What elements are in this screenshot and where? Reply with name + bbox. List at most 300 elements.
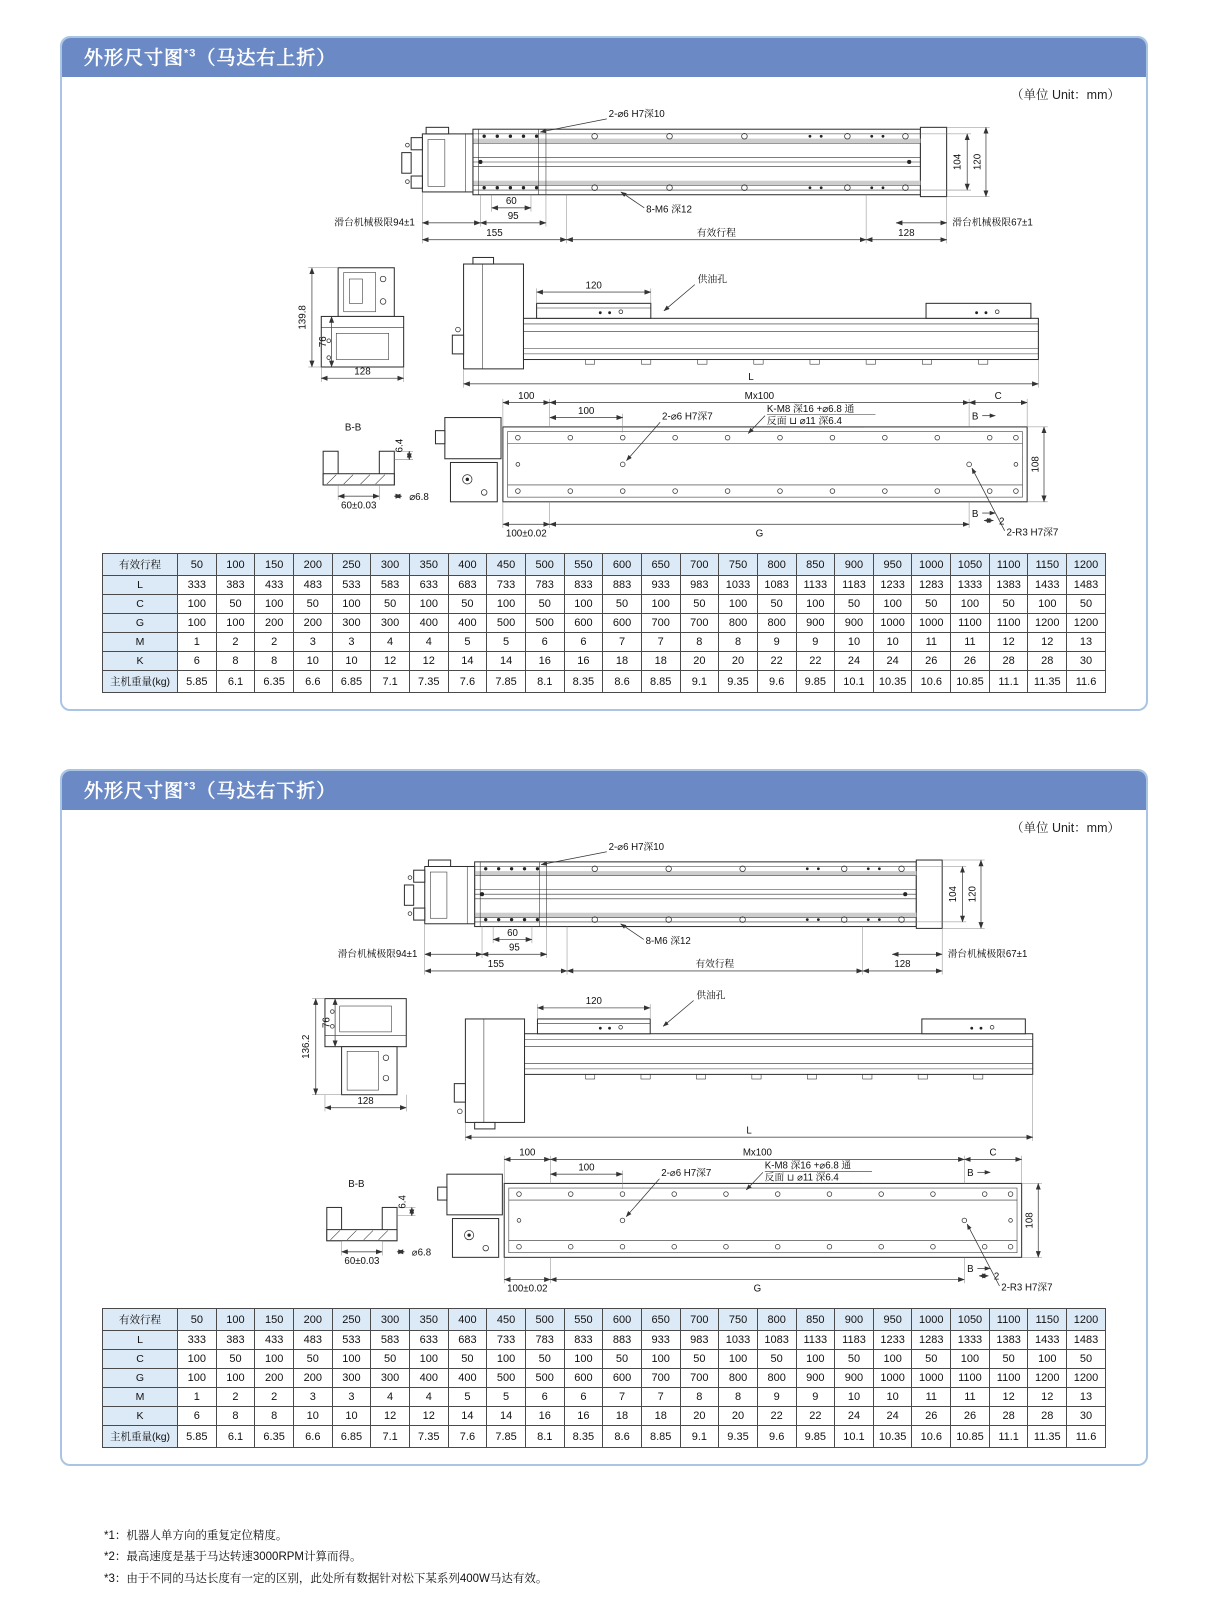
stroke-value-cell: 950 [873,1309,912,1331]
stroke-value-cell: 700 [680,554,719,576]
end-view-drawing [297,268,403,382]
table-cell: 1483 [1067,576,1106,595]
table-cell: 50 [603,595,642,614]
stroke-value-cell: 600 [603,1309,642,1331]
table-cell: 12 [409,1407,448,1426]
table-cell: 22 [796,1407,835,1426]
plan-view-drawing [438,1148,1053,1295]
table-cell: 300 [371,1369,410,1388]
table-header-row [103,554,1106,576]
section-title-text: 外形尺寸图 [84,781,185,802]
table-cell: 100 [487,1350,526,1369]
plan-tap-label-2: 反面 ⊔ ⌀11 深6.4 [764,1172,839,1184]
table-cell: 12 [989,633,1028,652]
table-cell: 28 [989,1407,1028,1426]
stroke-header-cell: 有效行程 [103,554,178,576]
table-cell: 200 [255,614,294,633]
table-cell: 533 [332,576,371,595]
table-cell: 900 [796,1369,835,1388]
table-cell: 100 [641,1350,680,1369]
table-cell: 1133 [796,1331,835,1350]
table-cell: 50 [912,595,951,614]
table-cell: 1000 [912,1369,951,1388]
table-cell: 8.1 [525,1426,564,1448]
table-cell: 100 [873,595,912,614]
table-cell: 700 [680,614,719,633]
section-title-suffix: （马达右上折） [196,48,337,69]
table-cell: 11.6 [1067,1426,1106,1448]
table-row [103,595,1106,614]
table-cell: 13 [1067,633,1106,652]
stroke-value-cell: 750 [719,554,758,576]
table-cell: 1133 [796,576,835,595]
table-cell: 6.1 [216,1426,255,1448]
table-cell: 50 [989,1350,1028,1369]
table-cell: 783 [525,1331,564,1350]
table-cell: 11 [951,633,990,652]
table-cell: 6.6 [293,1426,332,1448]
table-cell: 1333 [951,1331,990,1350]
table-cell: 10 [835,633,874,652]
top-view-drawing [338,841,1028,975]
stroke-value-cell: 900 [835,1309,874,1331]
dim-155: 155 [487,959,504,971]
stroke-value-cell: 450 [487,1309,526,1331]
dim-128-width: 128 [357,1095,374,1107]
table-cell: 11.6 [1067,671,1106,693]
stroke-value-cell: 1100 [989,554,1028,576]
table-cell: 583 [371,576,410,595]
dim-G: G [755,528,764,540]
table-cell: 6 [178,1407,217,1426]
table-cell: 500 [525,1369,564,1388]
table-cell: 24 [835,1407,874,1426]
stroke-value-cell: 600 [603,554,642,576]
table-row [103,1350,1106,1369]
stroke-value-cell: 750 [719,1309,758,1331]
bb-title: B-B [348,1179,365,1191]
table-cell: 1233 [873,576,912,595]
table-cell: 5 [487,1388,526,1407]
stroke-value-cell: 300 [371,554,410,576]
table-cell: 8.1 [525,671,564,693]
table-cell: 800 [757,614,796,633]
table-cell: 28 [989,652,1028,671]
table-cell: 400 [409,614,448,633]
table-cell: 12 [989,1388,1028,1407]
table-cell: 9.35 [719,1426,758,1448]
table-cell: 100 [1028,1350,1067,1369]
table-cell: 633 [409,576,448,595]
table-cell: 100 [178,595,217,614]
stroke-value-cell: 100 [216,554,255,576]
table-cell: 8.6 [603,1426,642,1448]
table-cell: 14 [448,652,487,671]
table-cell: 7.1 [371,1426,410,1448]
table-cell: 500 [487,1369,526,1388]
table-cell: 16 [564,1407,603,1426]
end-view-drawing [301,999,406,1112]
table-cell: 10 [873,633,912,652]
section-title [84,48,336,69]
table-cell: 733 [487,1331,526,1350]
table-cell: 11.35 [1028,1426,1067,1448]
plan-view-drawing [435,391,1058,540]
table-cell: 18 [641,1407,680,1426]
bb-section-drawing [327,1179,431,1267]
section-header [62,38,1146,77]
table-cell: 10.85 [951,671,990,693]
table-cell: 50 [835,1350,874,1369]
table-cell: 1100 [989,614,1028,633]
slide-limit-left-label: 滑台机械极限94±1 [334,217,415,229]
table-cell: 28 [1028,1407,1067,1426]
table-cell: 100 [719,595,758,614]
table-cell: 50 [989,595,1028,614]
table-cell: 26 [951,1407,990,1426]
dim-128-width: 128 [354,366,371,378]
table-cell: 10 [293,1407,332,1426]
table-cell: 50 [448,1350,487,1369]
dim-60: 60 [507,927,518,939]
table-cell: 3 [332,1388,371,1407]
plan-tap-label-1: K-M8 深16 +⌀6.8 通 [764,1160,852,1172]
table-cell: 50 [371,595,410,614]
table-cell: 100 [178,614,217,633]
table-cell: 800 [719,614,758,633]
table-cell: 30 [1067,652,1106,671]
stroke-value-cell: 1100 [989,1309,1028,1331]
table-cell: 9.6 [757,671,796,693]
table-row [103,671,1106,693]
table-cell: 1433 [1028,576,1067,595]
table-cell: 9 [796,633,835,652]
table-cell: 900 [835,614,874,633]
dim-108: 108 [1030,456,1042,473]
table-cell: 6.85 [332,1426,371,1448]
table-cell: 7.1 [371,671,410,693]
table-cell: 1283 [912,1331,951,1350]
table-cell: 9.85 [796,1426,835,1448]
table-cell: 7.35 [409,1426,448,1448]
table-cell: 600 [564,614,603,633]
stroke-value-cell: 900 [835,554,874,576]
table-cell: 50 [293,595,332,614]
table-cell: 100 [564,1350,603,1369]
table-cell: 4 [409,1388,448,1407]
dim-108: 108 [1024,1212,1036,1229]
table-cell: 6.35 [255,1426,294,1448]
dim-6-4: 6.4 [397,1195,409,1209]
table-cell: 100 [409,1350,448,1369]
table-cell: 500 [525,614,564,633]
table-cell: 8.35 [564,1426,603,1448]
stroke-value-cell: 650 [641,554,680,576]
table-cell: 10.85 [951,1426,990,1448]
stroke-value-cell: 400 [448,1309,487,1331]
unit-note: （单位 Unit：mm） [1010,821,1120,835]
table-cell: 50 [912,1350,951,1369]
table-cell: 9.1 [680,1426,719,1448]
table-cell: 14 [487,1407,526,1426]
table-cell: 1 [178,633,217,652]
table-cell: 50 [293,1350,332,1369]
dimension-drawing-down-fold [64,836,1144,1298]
table-cell: 100 [332,595,371,614]
table-cell: 8 [216,1407,255,1426]
stroke-value-cell: 1200 [1067,554,1106,576]
dim-120-carriage: 120 [585,280,602,292]
table-row [103,652,1106,671]
table-cell: 10 [873,1388,912,1407]
table-cell: 6.6 [293,671,332,693]
table-cell: 500 [487,614,526,633]
side-view-drawing [454,989,1032,1141]
table-row [103,1407,1106,1426]
table-cell: 100 [332,1350,371,1369]
table-cell: 9 [757,1388,796,1407]
unit-note: （单位 Unit：mm） [1010,88,1120,102]
table-cell: 200 [293,614,332,633]
table-cell: 100 [255,1350,294,1369]
dim-155: 155 [486,227,503,239]
table-cell: 22 [757,1407,796,1426]
row-label-cell: C [103,1350,178,1369]
stroke-value-cell: 250 [332,554,371,576]
stroke-value-cell: 200 [293,1309,332,1331]
dim-95: 95 [507,211,519,223]
table-row [103,633,1106,652]
table-cell: 50 [757,1350,796,1369]
table-cell: 2 [255,633,294,652]
stroke-value-cell: 550 [564,554,603,576]
dim-120: 120 [972,153,984,171]
table-cell: 7 [641,1388,680,1407]
dim-60-tol: 60±0.03 [341,500,377,512]
r3-label: 2-R3 H7深7 [1001,1282,1053,1294]
side-view-drawing [452,257,1038,387]
stroke-value-cell: 800 [757,554,796,576]
stroke-value-cell: 650 [641,1309,680,1331]
dim-60-tol: 60±0.03 [344,1255,380,1267]
effective-stroke-label: 有效行程 [696,227,736,239]
row-label-cell: G [103,1369,178,1388]
table-cell: 1200 [1067,1369,1106,1388]
table-cell: 100 [487,595,526,614]
table-cell: 9 [796,1388,835,1407]
table-cell: 50 [525,1350,564,1369]
table-cell: 2 [216,1388,255,1407]
dim-104: 104 [948,886,960,903]
table-cell: 12 [1028,1388,1067,1407]
table-cell: 9.6 [757,1426,796,1448]
table-cell: 8 [255,652,294,671]
footnote-3: *3：由于不同的马达长度有一定的区别，此处所有数据针对松下某系列400W马达有效。 [104,1572,548,1585]
section-mark-b-top: B [967,1168,974,1180]
table-cell: 100 [951,1350,990,1369]
table-cell: 6.85 [332,671,371,693]
row-label-cell: L [103,576,178,595]
table-cell: 28 [1028,652,1067,671]
section-title [84,781,336,802]
dim-100-top: 100 [519,1147,536,1159]
tap-hole-label: 8-M6 深12 [645,936,691,948]
table-cell: 383 [216,1331,255,1350]
table-cell: 1100 [989,1369,1028,1388]
table-cell: 1333 [951,576,990,595]
table-cell: 10 [835,1388,874,1407]
table-cell: 100 [951,595,990,614]
table-cell: 50 [216,1350,255,1369]
table-cell: 300 [371,614,410,633]
table-cell: 7 [603,633,642,652]
table-cell: 833 [564,1331,603,1350]
stroke-header-cell: 有效行程 [103,1309,178,1331]
table-cell: 11.1 [989,671,1028,693]
table-cell: 1000 [873,1369,912,1388]
table-cell: 9.35 [719,671,758,693]
table-cell: 2 [255,1388,294,1407]
table-cell: 5.85 [178,1426,217,1448]
dim-6-8: ⌀6.8 [411,1247,432,1259]
table-cell: 50 [757,595,796,614]
table-cell: 1100 [951,614,990,633]
dim-76: 76 [317,336,329,348]
table-cell: 800 [757,1369,796,1388]
table-cell: 1200 [1067,614,1106,633]
stroke-value-cell: 50 [178,1309,217,1331]
table-cell: 1483 [1067,1331,1106,1350]
section-mark-b-top: B [971,411,979,423]
table-cell: 22 [757,652,796,671]
spec-table-up-fold [102,553,1106,693]
table-cell: 200 [293,1369,332,1388]
stroke-value-cell: 1000 [912,1309,951,1331]
table-cell: 1033 [719,1331,758,1350]
row-label-cell: M [103,1388,178,1407]
dim-100-tol: 100±0.02 [505,528,547,540]
row-label-cell: L [103,1331,178,1350]
effective-stroke-label: 有效行程 [695,959,735,971]
table-cell: 400 [448,614,487,633]
table-cell: 26 [912,652,951,671]
dim-C: C [994,390,1002,402]
table-cell: 600 [564,1369,603,1388]
table-row [103,576,1106,595]
table-cell: 50 [525,595,564,614]
table-cell: 16 [564,652,603,671]
table-cell: 6 [178,652,217,671]
table-cell: 1000 [912,614,951,633]
table-cell: 883 [603,1331,642,1350]
stroke-value-cell: 850 [796,554,835,576]
slide-limit-right-label: 滑台机械极限67±1 [947,949,1028,961]
table-cell: 16 [525,1407,564,1426]
stroke-value-cell: 450 [487,554,526,576]
table-cell: 8 [719,633,758,652]
table-cell: 8 [680,1388,719,1407]
table-cell: 7.6 [448,1426,487,1448]
table-cell: 933 [641,576,680,595]
table-cell: 10 [332,652,371,671]
table-cell: 3 [332,633,371,652]
table-cell: 8.35 [564,671,603,693]
section-motor-down-fold [60,769,1148,1466]
table-cell: 18 [641,652,680,671]
table-cell: 100 [255,595,294,614]
table-cell: 1183 [835,576,874,595]
table-cell: 383 [216,576,255,595]
section-title-suffix: （马达右下折） [196,781,337,802]
plan-tap-label-2: 反面 ⊔ ⌀11 深6.4 [766,416,842,428]
table-cell: 26 [951,652,990,671]
table-cell: 10.35 [873,1426,912,1448]
table-cell: 30 [1067,1407,1106,1426]
stroke-value-cell: 500 [525,554,564,576]
spec-table-down-fold [102,1308,1106,1448]
table-cell: 10.6 [912,1426,951,1448]
table-cell: 1183 [835,1331,874,1350]
stroke-value-cell: 250 [332,1309,371,1331]
dim-Mx100: Mx100 [744,390,775,402]
slide-limit-left-label: 滑台机械极限94±1 [337,949,418,961]
section-header [62,771,1146,810]
dim-60: 60 [505,196,517,208]
table-cell: 900 [796,614,835,633]
table-cell: 1383 [989,1331,1028,1350]
top-view-drawing [334,108,1033,243]
table-cell: 100 [178,1369,217,1388]
dim-120-carriage: 120 [585,996,602,1008]
table-cell: 24 [873,1407,912,1426]
section-mark-b-bottom: B [971,508,979,520]
table-cell: 12 [371,652,410,671]
table-cell: 6.35 [255,671,294,693]
table-cell: 1200 [1028,1369,1067,1388]
table-cell: 333 [178,576,217,595]
table-cell: 24 [835,652,874,671]
table-cell: 8 [680,633,719,652]
dim-104: 104 [952,153,964,171]
table-cell: 10 [293,652,332,671]
section-mark-b-bottom: B [967,1264,974,1276]
row-label-cell: K [103,652,178,671]
table-cell: 8 [255,1407,294,1426]
section-title-text: 外形尺寸图 [84,48,185,69]
table-cell: 100 [216,1369,255,1388]
table-cell: 600 [603,1369,642,1388]
table-cell: 11.35 [1028,671,1067,693]
row-label-cell: 主机重量(kg) [103,671,178,693]
dimension-drawing-up-fold [64,103,1144,543]
stroke-value-cell: 500 [525,1309,564,1331]
table-cell: 14 [448,1407,487,1426]
table-cell: 50 [216,595,255,614]
r3-label: 2-R3 H7深7 [1006,527,1059,539]
dim-100-inner: 100 [578,1162,595,1174]
dim-height-total: 136.2 [301,1034,313,1059]
dim-128: 128 [894,959,911,971]
table-cell: 1233 [873,1331,912,1350]
table-cell: 4 [409,633,448,652]
dim-G: G [753,1283,762,1295]
table-cell: 983 [680,576,719,595]
row-label-cell: 主机重量(kg) [103,1426,178,1448]
table-cell: 11.1 [989,1426,1028,1448]
table-cell: 6 [525,1388,564,1407]
table-cell: 1383 [989,576,1028,595]
table-cell: 3 [293,633,332,652]
